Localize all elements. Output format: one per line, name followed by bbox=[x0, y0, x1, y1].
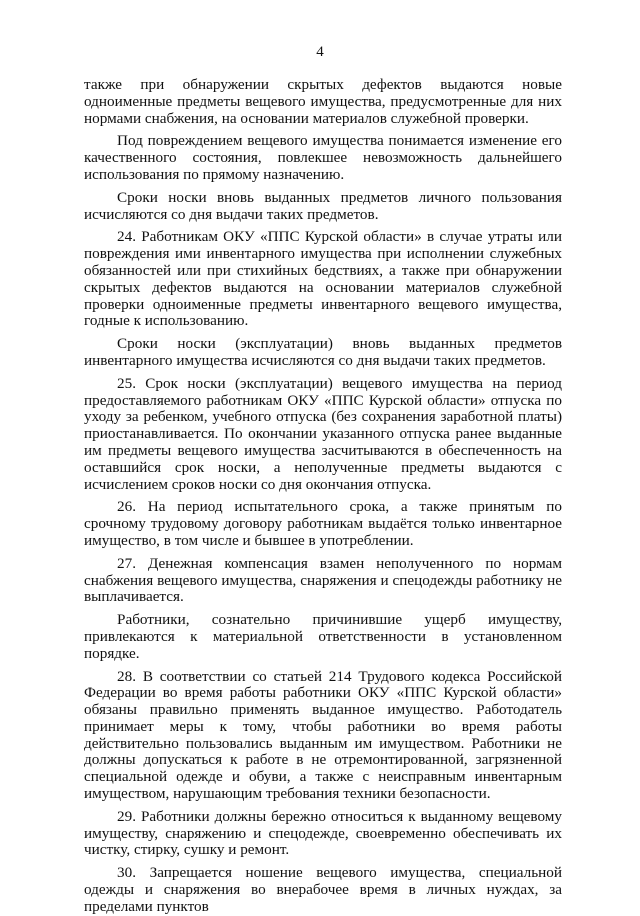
paragraph-wear-terms-inventory: Сроки носки (эксплуатации) вновь выданных предметов инвентарного имущества исчисляются со дня выдачи таких предметов. bbox=[84, 335, 562, 369]
paragraph-item-24: 24. Работникам ОКУ «ППС Курской области» в случае утраты или повреждения ими инвентарного имущества при исполнении служебных обязанностей или при стихийных бедствиях, а также при обнаружении скрытых дефектов выдаются на основании материалов служебной проверки одноименные предметы инвентарного вещевого имущества, годные к использованию. bbox=[84, 228, 562, 330]
document-body bbox=[84, 77, 562, 916]
page-number: 4 bbox=[316, 44, 324, 60]
paragraph-item-25: 25. Срок носки (эксплуатации) вещевого имущества на период предоставляемого работникам ОКУ «ППС Курской области» отпуска по уходу за ребенком, учебного отпуска (без сохранения заработной платы) приостанавливается. По окончании указанного отпуска ранее выданные им предметы вещевого имущества засчитываются в обеспеченность на оставшийся срок носки, а неполученные предметы выдаются с исчислением сроков носки со дня окончания отпуска. bbox=[84, 374, 562, 493]
paragraph-item-28: 28. В соответствии со статьей 214 Трудового кодекса Российской Федерации во время работы работники ОКУ «ППС Курской области» обязаны правильно применять выданное имущество. Работодатель принимает меры к тому, чтобы работники во время работы действительно пользовались выданным им имуществом. Работники не должны допускаться к работе в не отремонтированной, загрязненной специальной одежде и обуви, а также с неисправным инвентарным имуществом, нарушающим требования техники безопасности. bbox=[84, 667, 562, 803]
paragraph-item-27: 27. Денежная компенсация взамен неполученного по нормам снабжения вещевого имущества, снаряжения и спецодежды работнику не выплачивается. bbox=[84, 554, 562, 606]
paragraph-liability: Работники, сознательно причинившие ущерб имуществу, привлекаются к материальной ответственности в установленном порядке. bbox=[84, 611, 562, 662]
paragraph-wear-terms-personal: Сроки носки вновь выданных предметов личного пользования исчисляются со дня выдачи таких предметов. bbox=[84, 188, 562, 223]
paragraph-item-26: 26. На период испытательного срока, а также принятым по срочному трудовому договору работникам выдаётся только инвентарное имущество, в том числе и бывшее в употреблении. bbox=[84, 498, 562, 549]
paragraph-continuation: также при обнаружении скрытых дефектов выдаются новые одноименные предметы вещевого имущества, предусмотренные для них нормами снабжения, на основании материалов служебной проверки. bbox=[84, 76, 562, 127]
paragraph-item-30: 30. Запрещается ношение вещевого имущества, специальной одежды и снаряжения во внерабочее время в личных нуждах, за пределами пунктов bbox=[84, 864, 562, 915]
paragraph-item-29: 29. Работники должны бережно относиться к выданному вещевому имуществу, снаряжению и спецодежде, своевременно обеспечивать их чистку, стирку, сушку и ремонт. bbox=[84, 807, 562, 859]
paragraph-damage-definition: Под повреждением вещевого имущества понимается изменение его качественного состояния, повлекшее невозможность дальнейшего использования по прямому назначению. bbox=[84, 132, 562, 183]
